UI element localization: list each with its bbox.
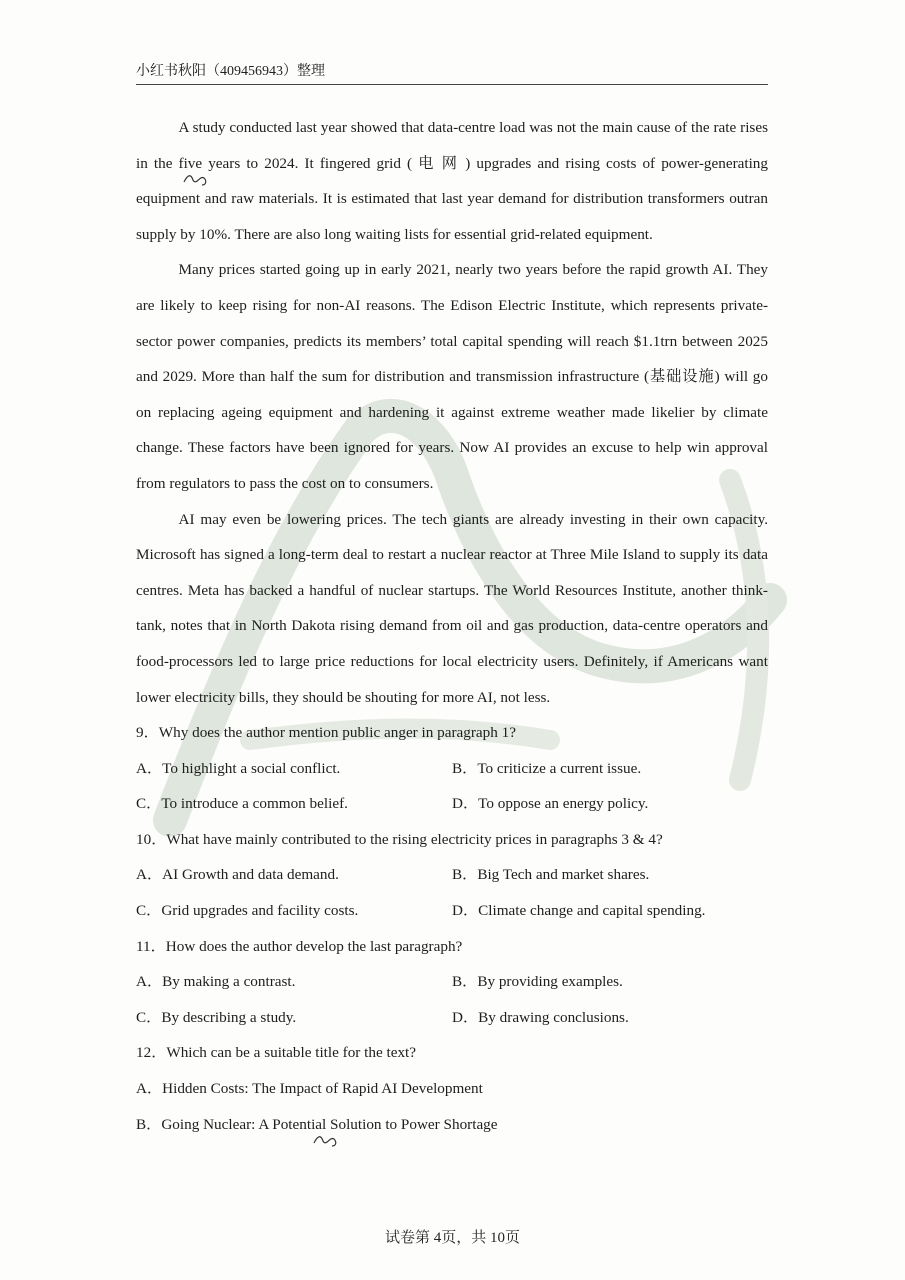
question-stem: 10．What have mainly contributed to the rising electricity prices in paragraphs 3 & 4? (136, 830, 663, 848)
option-a: A．By making a contrast. (136, 973, 296, 991)
option-b: B．Big Tech and market shares. (452, 866, 650, 884)
document-body (136, 110, 768, 1142)
question-12 (136, 1035, 768, 1142)
question-stem: 12．Which can be a suitable title for the text? (136, 1044, 417, 1062)
page-header: 小红书秋阳（409456943）整理 (136, 62, 768, 85)
question-10 (136, 822, 768, 929)
option-a: A．AI Growth and data demand. (136, 866, 339, 884)
option-b: B．Going Nuclear: A Potential Solution to Power Shortage (136, 1115, 498, 1133)
option-c: C．To introduce a common belief. (136, 795, 348, 813)
paragraph: Many prices started going up in early 2021, nearly two years before the rapid growth AI. They are likely to keep rising for non-AI reasons. The Edison Electric Institute, which represents private-sector power companies, predicts its members’ total capital spending will reach $1.1trn between 2025 and 2029. More than half the sum for distribution and transmission infrastructure (基础设施) will go on replacing ageing equipment and hardening it against extreme weather made likelier by climate change. These factors have been ignored for years. Now AI provides an excuse to help win approval from regulators to pass the cost on to consumers. (136, 261, 768, 492)
option-d: D．To oppose an energy policy. (452, 795, 649, 813)
question-11 (136, 929, 768, 1036)
option-a: A．To highlight a social conflict. (136, 759, 341, 777)
question-9 (136, 715, 768, 822)
option-d: D．Climate change and capital spending. (452, 902, 706, 920)
paragraph: AI may even be lowering prices. The tech giants are already investing in their own capacity. Microsoft has signed a long-term deal to restart a nuclear reactor at Three Mile Island to supply its data centres. Meta has backed a handful of nuclear startups. The World Resources Institute, another think-tank, notes that in North Dakota rising demand from oil and gas production, data-centre operators and food-processors led to large price reductions for local electricity users. Definitely, if Americans want lower electricity bills, they should be shouting for more AI, not less. (136, 510, 768, 706)
option-b: B．To criticize a current issue. (452, 759, 642, 777)
option-c: C．Grid upgrades and facility costs. (136, 902, 359, 920)
option-c: C．By describing a study. (136, 1008, 297, 1026)
option-a: A．Hidden Costs: The Impact of Rapid AI Development (136, 1080, 483, 1098)
paragraph: A study conducted last year showed that data-centre load was not the main cause of the rate rises in the five years to 2024. It fingered grid ( 电 网 ) upgrades and rising costs of power-generating equipment and raw materials. It is estimated that last year demand for distribution transformers outran supply by 10%. There are also long waiting lists for essential grid-related equipment. (136, 119, 768, 243)
question-stem: 9．Why does the author mention public anger in paragraph 1? (136, 724, 516, 742)
option-d: D．By drawing conclusions. (452, 1008, 629, 1026)
question-stem: 11．How does the author develop the last paragraph? (136, 937, 463, 955)
page-footer: 试卷第 4页，共 10页 (384, 1230, 520, 1246)
option-b: B．By providing examples. (452, 973, 623, 991)
